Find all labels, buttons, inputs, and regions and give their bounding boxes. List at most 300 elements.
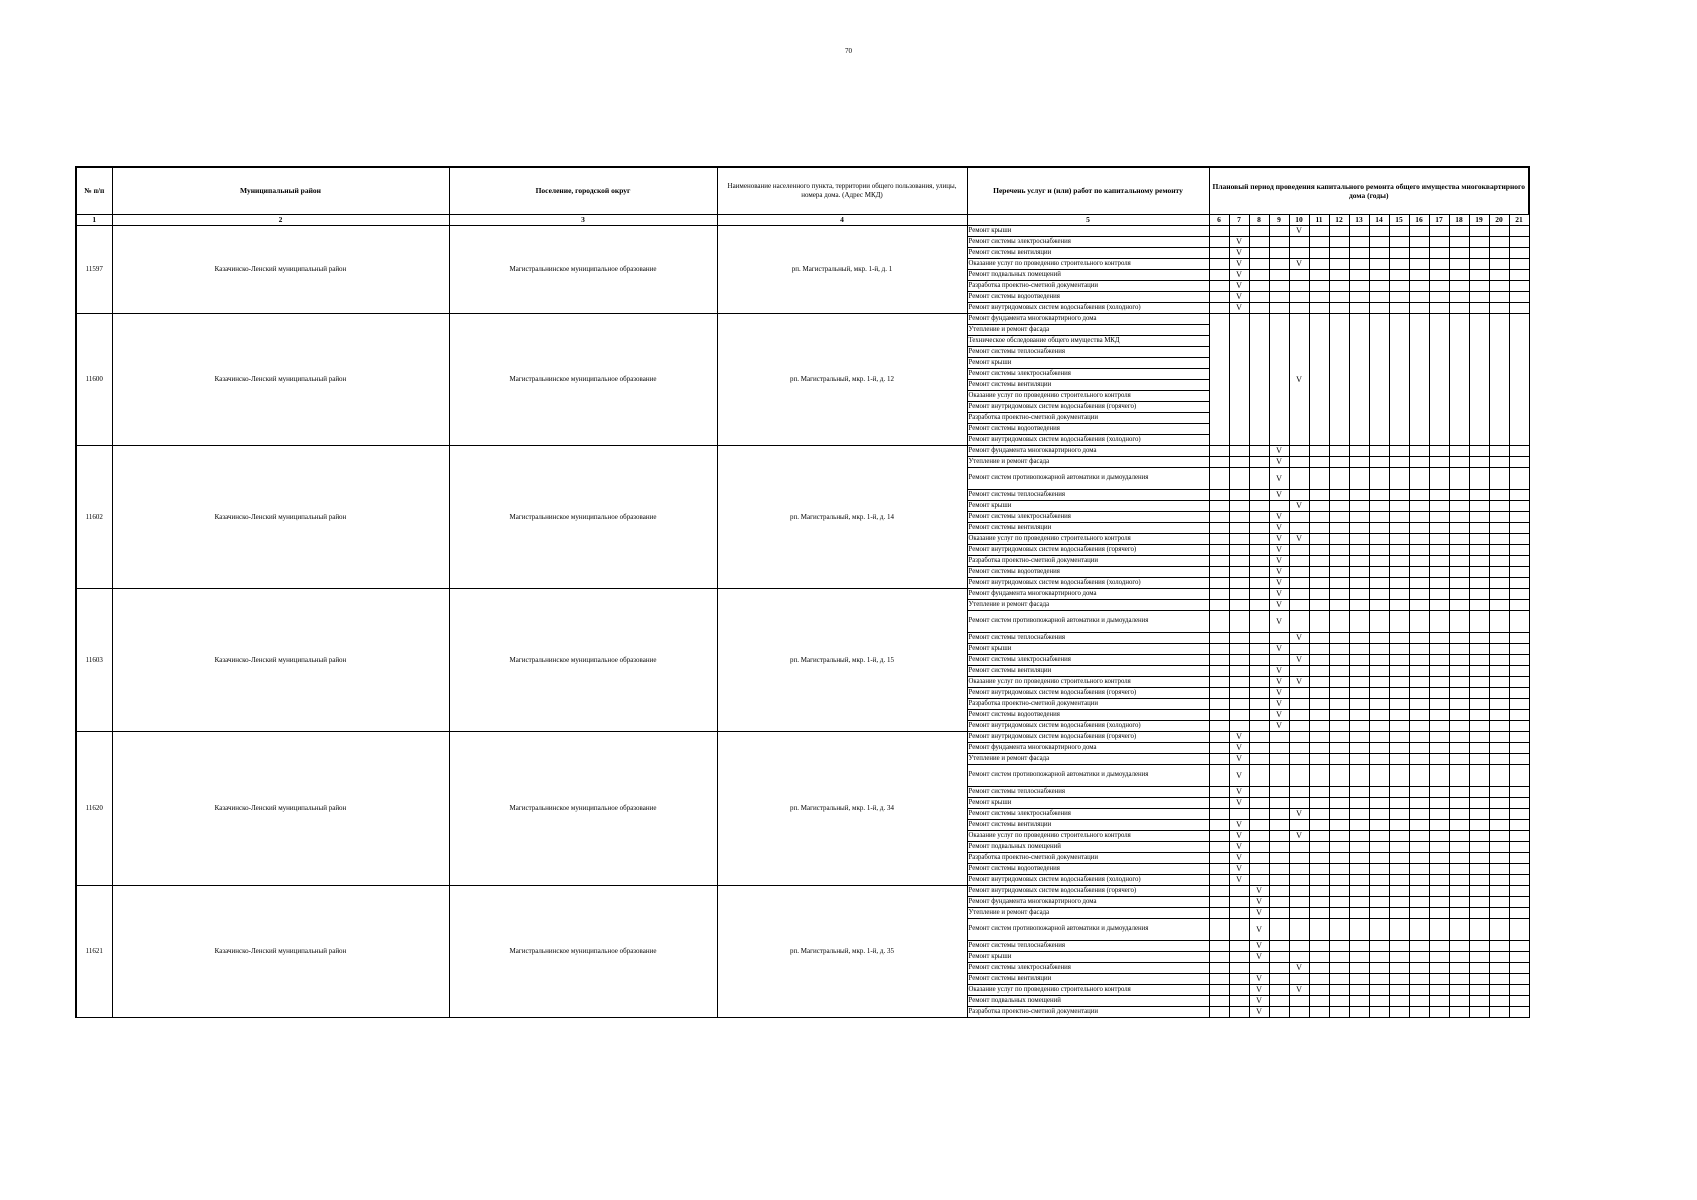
year-21-cell <box>1509 919 1529 941</box>
year-19-cell <box>1469 611 1489 633</box>
year-13-cell <box>1349 919 1369 941</box>
year-14-cell <box>1369 919 1389 941</box>
year-14-cell <box>1369 490 1389 501</box>
year-16-cell <box>1409 985 1429 996</box>
work-item: Ремонт системы теплоснабжения <box>967 787 1209 798</box>
year-17-cell <box>1429 974 1449 985</box>
year-6-cell <box>1209 864 1229 875</box>
column-number-15: 15 <box>1389 215 1409 226</box>
year-16-cell <box>1409 809 1429 820</box>
year-13-cell <box>1349 556 1369 567</box>
year-7-mark: V <box>1229 259 1249 270</box>
work-item: Утепление и ремонт фасада <box>967 908 1209 919</box>
year-16-cell <box>1409 281 1429 292</box>
year-18-cell <box>1449 501 1469 512</box>
year-13-cell <box>1349 468 1369 490</box>
year-14-cell <box>1369 688 1389 699</box>
year-8-cell <box>1249 226 1269 237</box>
year-21-cell <box>1509 611 1529 633</box>
year-18-cell <box>1449 578 1469 589</box>
year-6-cell <box>1209 798 1229 809</box>
column-number-3: 3 <box>449 215 717 226</box>
year-16-cell <box>1409 974 1429 985</box>
year-20-cell <box>1489 853 1509 864</box>
year-6-cell <box>1209 677 1229 688</box>
year-18-cell <box>1449 721 1469 732</box>
year-6-cell <box>1209 589 1229 600</box>
year-18-cell <box>1449 787 1469 798</box>
year-15-cell <box>1389 699 1409 710</box>
year-18-cell <box>1449 270 1469 281</box>
year-11-cell <box>1309 512 1329 523</box>
year-19-cell <box>1469 688 1489 699</box>
year-19-cell <box>1469 721 1489 732</box>
year-9-cell <box>1269 743 1289 754</box>
year-8-cell <box>1249 512 1269 523</box>
year-8-cell <box>1249 688 1269 699</box>
year-13-cell <box>1349 798 1369 809</box>
year-12-cell <box>1329 567 1349 578</box>
column-number-13: 13 <box>1349 215 1369 226</box>
year-8-mark: V <box>1249 908 1269 919</box>
year-15-cell <box>1389 259 1409 270</box>
year-19-cell <box>1469 710 1489 721</box>
year-9-cell <box>1269 842 1289 853</box>
row-index: 11621 <box>76 886 112 1018</box>
year-12-cell <box>1329 259 1349 270</box>
column-numbers-row <box>76 215 1529 226</box>
year-9-cell <box>1269 897 1289 908</box>
year-18-cell <box>1449 952 1469 963</box>
year-6-cell <box>1209 996 1229 1007</box>
year-14-cell <box>1369 644 1389 655</box>
year-13-cell <box>1349 831 1369 842</box>
year-9-mark: V <box>1269 721 1289 732</box>
year-14-cell <box>1369 270 1389 281</box>
year-8-mark: V <box>1249 952 1269 963</box>
year-12-cell <box>1329 545 1349 556</box>
year-7-mark: V <box>1229 798 1249 809</box>
year-9-cell <box>1269 864 1289 875</box>
year-17-cell <box>1429 281 1449 292</box>
year-6-cell <box>1209 490 1229 501</box>
year-12-cell <box>1329 787 1349 798</box>
year-10-cell <box>1289 248 1309 259</box>
year-14-cell <box>1369 545 1389 556</box>
year-7-cell <box>1229 710 1249 721</box>
address-cell: рп. Магистральный, мкр. 1-й, д. 12 <box>717 314 967 446</box>
year-19-cell <box>1469 292 1489 303</box>
year-18-cell <box>1449 523 1469 534</box>
year-14-cell <box>1369 446 1389 457</box>
year-16-cell <box>1409 611 1429 633</box>
year-18-cell <box>1449 699 1469 710</box>
year-13-cell <box>1349 974 1369 985</box>
year-13-cell <box>1349 534 1369 545</box>
year-16-cell <box>1409 787 1429 798</box>
year-8-mark: V <box>1249 974 1269 985</box>
year-7-cell <box>1229 468 1249 490</box>
year-14-cell <box>1369 710 1389 721</box>
year-20-cell <box>1489 809 1509 820</box>
year-20-cell <box>1489 919 1509 941</box>
year-18-cell <box>1449 303 1469 314</box>
year-7-cell <box>1229 666 1249 677</box>
year-8-cell <box>1249 534 1269 545</box>
year-20-cell <box>1489 677 1509 688</box>
year-20-cell <box>1489 633 1509 644</box>
year-9-cell <box>1269 919 1289 941</box>
year-14-cell <box>1369 908 1389 919</box>
year-14-cell <box>1369 864 1389 875</box>
year-17-cell <box>1429 666 1449 677</box>
year-7-mark: V <box>1229 853 1249 864</box>
year-11-cell <box>1309 303 1329 314</box>
year-8-cell <box>1249 864 1269 875</box>
year-9-cell <box>1269 908 1289 919</box>
year-15-cell <box>1389 270 1409 281</box>
column-number-2: 2 <box>112 215 449 226</box>
year-10-mark: V <box>1289 534 1309 545</box>
year-13-cell <box>1349 457 1369 468</box>
year-11-cell <box>1309 798 1329 809</box>
year-14-cell <box>1369 611 1389 633</box>
year-14-cell <box>1369 556 1389 567</box>
year-20-cell <box>1489 941 1509 952</box>
settlement-cell: Магистральнинское муниципальное образование <box>449 446 717 589</box>
column-number-17: 17 <box>1429 215 1449 226</box>
work-item: Ремонт крыши <box>967 226 1209 237</box>
year-12-cell <box>1329 534 1349 545</box>
work-item: Ремонт фундамента многоквартирного дома <box>967 446 1209 457</box>
year-12-cell <box>1329 688 1349 699</box>
year-17-cell <box>1429 677 1449 688</box>
year-9-cell <box>1269 248 1289 259</box>
year-20-cell <box>1489 743 1509 754</box>
year-18-cell <box>1449 259 1469 270</box>
work-item: Ремонт системы электроснабжения <box>967 809 1209 820</box>
year-14-cell <box>1369 677 1389 688</box>
year-7-cell <box>1229 545 1249 556</box>
year-19-cell <box>1469 743 1489 754</box>
year-11-cell <box>1309 952 1329 963</box>
year-15-cell <box>1389 688 1409 699</box>
year-9-mark: V <box>1269 556 1289 567</box>
year-20-cell <box>1489 688 1509 699</box>
year-8-cell <box>1249 523 1269 534</box>
year-21-cell <box>1509 512 1529 523</box>
year-6-cell <box>1209 699 1229 710</box>
year-9-mark: V <box>1269 666 1289 677</box>
work-item: Разработка проектно-сметной документации <box>967 1007 1209 1018</box>
year-15-cell <box>1389 292 1409 303</box>
year-17-cell <box>1429 831 1449 842</box>
year-20-cell <box>1489 710 1509 721</box>
year-18-cell <box>1449 798 1469 809</box>
year-12-cell <box>1329 864 1349 875</box>
year-18-cell <box>1449 875 1469 886</box>
work-item: Ремонт фундамента многоквартирного дома <box>967 314 1209 325</box>
year-19-cell <box>1469 853 1489 864</box>
work-item: Ремонт фундамента многоквартирного дома <box>967 589 1209 600</box>
year-11-cell <box>1309 809 1329 820</box>
year-9-cell <box>1269 270 1289 281</box>
year-14-cell <box>1369 281 1389 292</box>
year-21-cell <box>1509 963 1529 974</box>
year-6-cell <box>1209 688 1229 699</box>
year-16-cell <box>1409 589 1429 600</box>
year-11-cell <box>1309 1007 1329 1018</box>
year-14-cell <box>1369 963 1389 974</box>
year-10-cell <box>1289 787 1309 798</box>
year-17-cell <box>1429 809 1449 820</box>
year-18-cell <box>1449 864 1469 875</box>
year-13-cell <box>1349 677 1369 688</box>
column-number-18: 18 <box>1449 215 1469 226</box>
year-10-cell <box>1289 1007 1309 1018</box>
year-11-cell <box>1309 655 1329 666</box>
year-16-cell <box>1409 633 1429 644</box>
year-8-cell <box>1249 798 1269 809</box>
year-10-mark: V <box>1289 677 1309 688</box>
year-12-cell <box>1329 655 1349 666</box>
year-13-cell <box>1349 754 1369 765</box>
work-item: Ремонт внутридомовых систем водоснабжения (холодного) <box>967 578 1209 589</box>
year-10-cell <box>1289 523 1309 534</box>
year-7-mark: V <box>1229 237 1249 248</box>
year-10-cell <box>1289 611 1309 633</box>
work-item: Оказание услуг по проведению строительного контроля <box>967 259 1209 270</box>
year-15-cell <box>1389 446 1409 457</box>
address-cell: рп. Магистральный, мкр. 1-й, д. 15 <box>717 589 967 732</box>
year-20-cell <box>1489 523 1509 534</box>
year-8-mark: V <box>1249 886 1269 897</box>
year-21-cell <box>1509 864 1529 875</box>
year-19-cell <box>1469 820 1489 831</box>
year-6-cell <box>1209 963 1229 974</box>
year-7-mark: V <box>1229 248 1249 259</box>
year-12-cell <box>1329 875 1349 886</box>
year-6-cell <box>1209 952 1229 963</box>
year-16-cell <box>1409 831 1429 842</box>
year-15-cell <box>1389 237 1409 248</box>
year-8-cell <box>1249 655 1269 666</box>
year-9-cell <box>1269 787 1289 798</box>
year-18-cell <box>1449 919 1469 941</box>
year-9-cell <box>1269 292 1289 303</box>
column-number-19: 19 <box>1469 215 1489 226</box>
year-13-cell <box>1349 710 1369 721</box>
year-19-cell <box>1469 655 1489 666</box>
address-cell: рп. Магистральный, мкр. 1-й, д. 1 <box>717 226 967 314</box>
table-row <box>76 446 1529 457</box>
year-11-cell <box>1309 534 1329 545</box>
year-19-cell <box>1469 314 1489 446</box>
year-8-mark: V <box>1249 1007 1269 1018</box>
year-13-cell <box>1349 259 1369 270</box>
year-17-cell <box>1429 699 1449 710</box>
year-19-cell <box>1469 941 1489 952</box>
year-15-cell <box>1389 567 1409 578</box>
year-9-mark: V <box>1269 699 1289 710</box>
year-6-cell <box>1209 314 1229 446</box>
year-11-cell <box>1309 897 1329 908</box>
year-15-cell <box>1389 919 1409 941</box>
year-13-cell <box>1349 567 1369 578</box>
year-13-cell <box>1349 578 1369 589</box>
year-12-cell <box>1329 919 1349 941</box>
header-index: № п/п <box>76 167 112 215</box>
year-21-cell <box>1509 897 1529 908</box>
year-12-cell <box>1329 666 1349 677</box>
year-8-cell <box>1249 721 1269 732</box>
year-10-cell <box>1289 820 1309 831</box>
year-16-cell <box>1409 237 1429 248</box>
year-12-cell <box>1329 303 1349 314</box>
year-7-cell <box>1229 809 1249 820</box>
row-index: 11620 <box>76 732 112 886</box>
year-21-cell <box>1509 677 1529 688</box>
year-14-cell <box>1369 754 1389 765</box>
year-21-cell <box>1509 820 1529 831</box>
year-6-cell <box>1209 611 1229 633</box>
year-21-cell <box>1509 743 1529 754</box>
work-item: Утепление и ремонт фасада <box>967 600 1209 611</box>
year-15-cell <box>1389 842 1409 853</box>
year-15-cell <box>1389 655 1409 666</box>
header-settlement: Поселение, городской округ <box>449 167 717 215</box>
year-19-cell <box>1469 303 1489 314</box>
year-13-cell <box>1349 941 1369 952</box>
work-item: Ремонт внутридомовых систем водоснабжения (холодного) <box>967 875 1209 886</box>
year-19-cell <box>1469 886 1489 897</box>
year-6-cell <box>1209 578 1229 589</box>
year-15-cell <box>1389 545 1409 556</box>
column-number-7: 7 <box>1229 215 1249 226</box>
work-item: Ремонт внутридомовых систем водоснабжения (горячего) <box>967 732 1209 743</box>
table-row <box>76 314 1529 325</box>
year-7-cell <box>1229 523 1249 534</box>
year-13-cell <box>1349 545 1369 556</box>
year-10-cell <box>1289 743 1309 754</box>
year-7-cell <box>1229 644 1249 655</box>
year-14-cell <box>1369 743 1389 754</box>
year-8-mark: V <box>1249 996 1269 1007</box>
year-18-cell <box>1449 985 1469 996</box>
year-13-cell <box>1349 952 1369 963</box>
year-16-cell <box>1409 754 1429 765</box>
work-item: Ремонт внутридомовых систем водоснабжения (горячего) <box>967 886 1209 897</box>
year-16-cell <box>1409 677 1429 688</box>
year-20-cell <box>1489 600 1509 611</box>
year-20-cell <box>1489 699 1509 710</box>
year-18-cell <box>1449 897 1469 908</box>
work-item: Ремонт внутридомовых систем водоснабжения (холодного) <box>967 303 1209 314</box>
year-21-cell <box>1509 721 1529 732</box>
year-20-cell <box>1489 787 1509 798</box>
year-19-cell <box>1469 633 1489 644</box>
year-11-cell <box>1309 578 1329 589</box>
year-16-cell <box>1409 512 1429 523</box>
year-17-cell <box>1429 853 1449 864</box>
year-11-cell <box>1309 501 1329 512</box>
year-6-cell <box>1209 732 1229 743</box>
year-13-cell <box>1349 303 1369 314</box>
year-10-cell <box>1289 589 1309 600</box>
year-7-cell <box>1229 633 1249 644</box>
year-12-cell <box>1329 831 1349 842</box>
year-11-cell <box>1309 248 1329 259</box>
year-19-cell <box>1469 974 1489 985</box>
address-cell: рп. Магистральный, мкр. 1-й, д. 34 <box>717 732 967 886</box>
year-8-cell <box>1249 699 1269 710</box>
year-15-cell <box>1389 754 1409 765</box>
year-9-mark: V <box>1269 710 1289 721</box>
year-21-cell <box>1509 303 1529 314</box>
year-12-cell <box>1329 886 1349 897</box>
year-21-cell <box>1509 886 1529 897</box>
year-18-cell <box>1449 754 1469 765</box>
year-11-cell <box>1309 644 1329 655</box>
year-19-cell <box>1469 281 1489 292</box>
year-17-cell <box>1429 787 1449 798</box>
year-19-cell <box>1469 677 1489 688</box>
year-21-cell <box>1509 501 1529 512</box>
year-11-cell <box>1309 545 1329 556</box>
year-17-cell <box>1429 446 1449 457</box>
year-19-cell <box>1469 798 1489 809</box>
year-10-cell <box>1289 952 1309 963</box>
year-21-cell <box>1509 996 1529 1007</box>
year-12-cell <box>1329 556 1349 567</box>
work-item: Ремонт крыши <box>967 501 1209 512</box>
year-9-cell <box>1269 809 1289 820</box>
year-10-mark: V <box>1289 501 1309 512</box>
work-item: Разработка проектно-сметной документации <box>967 699 1209 710</box>
year-11-cell <box>1309 556 1329 567</box>
year-18-cell <box>1449 633 1469 644</box>
year-19-cell <box>1469 567 1489 578</box>
year-12-cell <box>1329 644 1349 655</box>
work-item: Ремонт систем противопожарной автоматики и дымоудаления <box>967 765 1209 787</box>
year-21-cell <box>1509 875 1529 886</box>
district-cell: Казачинско-Ленский муниципальный район <box>112 226 449 314</box>
year-10-cell <box>1289 754 1309 765</box>
year-18-cell <box>1449 611 1469 633</box>
year-7-cell <box>1229 611 1249 633</box>
year-7-cell <box>1229 534 1249 545</box>
year-14-cell <box>1369 468 1389 490</box>
year-10-cell <box>1289 567 1309 578</box>
year-14-cell <box>1369 237 1389 248</box>
year-19-cell <box>1469 644 1489 655</box>
year-21-cell <box>1509 699 1529 710</box>
year-7-mark: V <box>1229 831 1249 842</box>
year-20-cell <box>1489 589 1509 600</box>
year-11-cell <box>1309 842 1329 853</box>
year-7-cell <box>1229 501 1249 512</box>
work-item: Разработка проектно-сметной документации <box>967 556 1209 567</box>
year-13-cell <box>1349 732 1369 743</box>
year-8-cell <box>1249 545 1269 556</box>
year-21-cell <box>1509 842 1529 853</box>
year-10-cell <box>1289 842 1309 853</box>
year-7-mark: V <box>1229 743 1249 754</box>
year-12-cell <box>1329 281 1349 292</box>
year-13-cell <box>1349 270 1369 281</box>
year-21-cell <box>1509 688 1529 699</box>
year-19-cell <box>1469 919 1489 941</box>
